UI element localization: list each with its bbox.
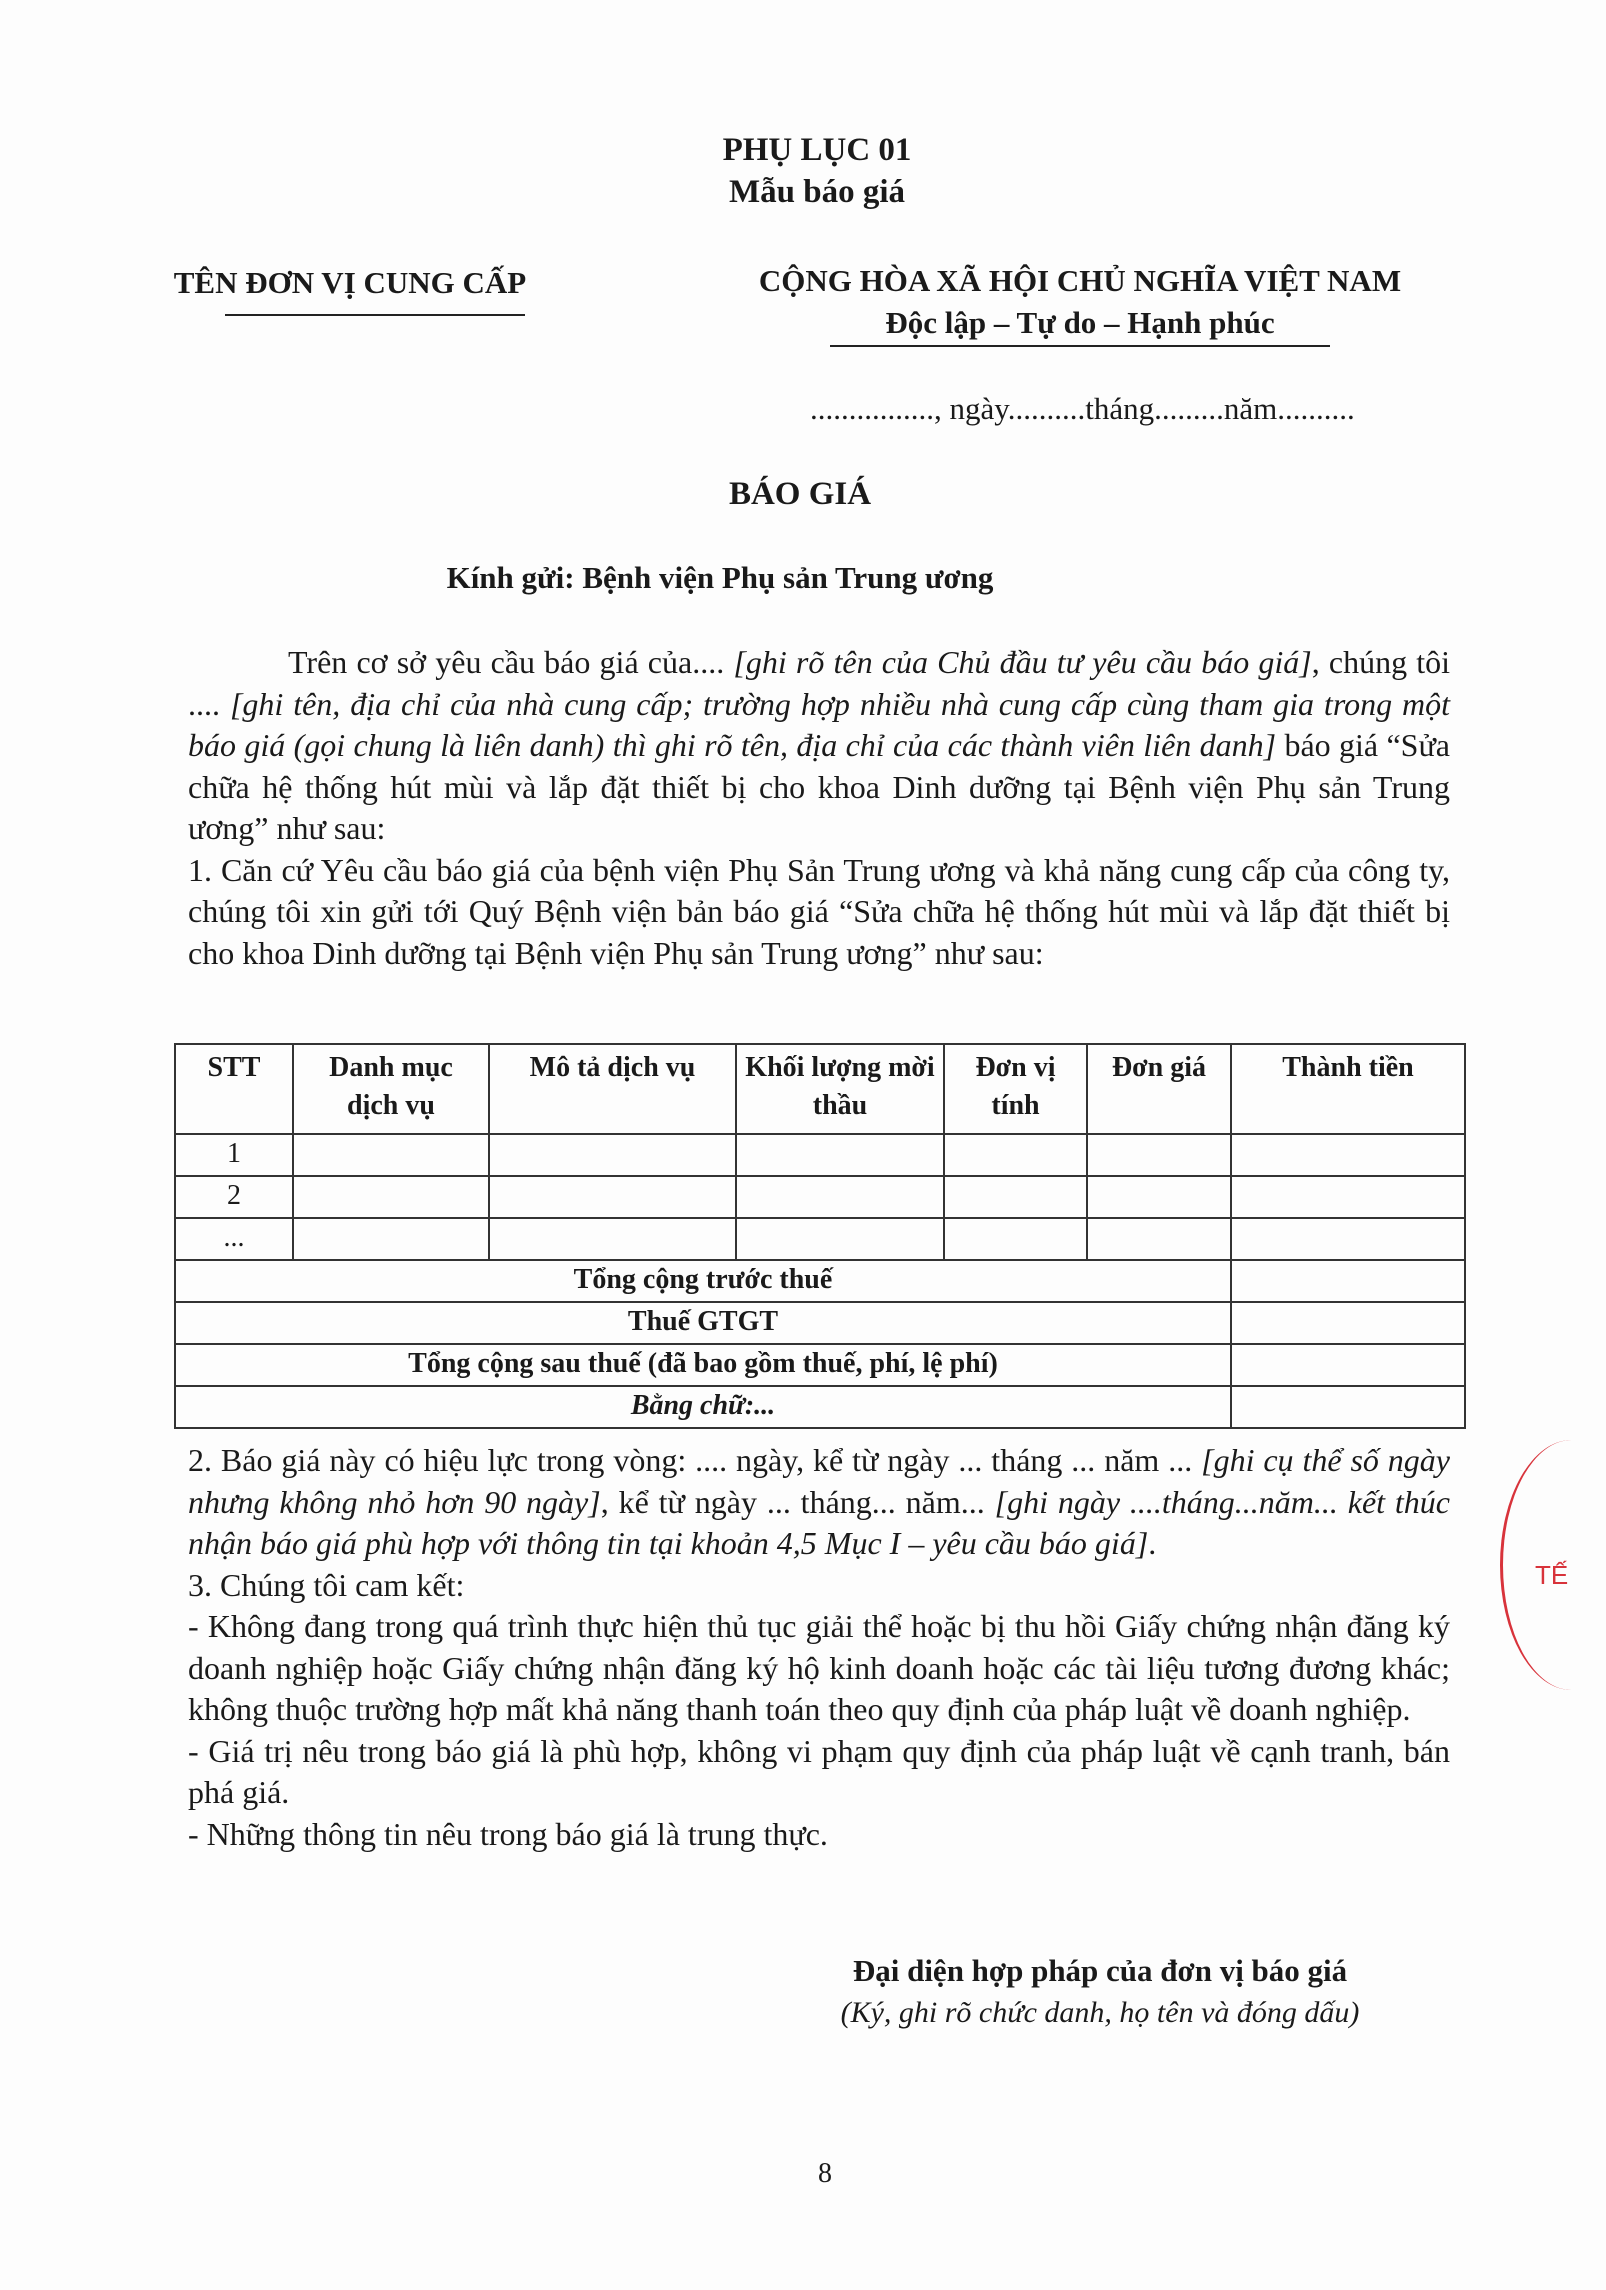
- row-stt: 2: [175, 1176, 293, 1218]
- commit-item: - Những thông tin nêu trong báo giá là trung thực.: [188, 1815, 828, 1852]
- table-row: [175, 1218, 1465, 1260]
- table-cell: [944, 1218, 1087, 1260]
- table-cell: [489, 1218, 736, 1260]
- validity-text-b: , kể từ ngày ... tháng... năm...: [600, 1483, 995, 1520]
- form-name: Mẫu báo giá: [728, 174, 906, 210]
- supplier-underline: [225, 314, 525, 316]
- basis-paragraph: 1. Căn cứ Yêu cầu báo giá của bệnh viện Phụ Sản Trung ương và khả năng cung cấp của công ty, chúng tôi xin gửi tới Quý Bệnh viện bản báo giá “Sửa chữa hệ thống hút mùi và lắp đặt thiết bị cho khoa Dinh dưỡng tại Bệnh viện Phụ sản Trung ương” như sau:: [188, 851, 1450, 971]
- table-cell: [293, 1218, 489, 1260]
- table-cell: [489, 1134, 736, 1176]
- intro-text-a: Trên cơ sở yêu cầu báo giá của....: [288, 644, 734, 680]
- table-cell: [944, 1176, 1087, 1218]
- pre-tax-value: [1231, 1260, 1465, 1302]
- validity-note-b: [ghi ngày ....tháng...năm... kết thúc nhận báo giá phù hợp với thông tin tại khoản 4,5 Mục I – yêu cầu báo giá]: [188, 1483, 1451, 1561]
- vat-value: [1231, 1302, 1465, 1344]
- validity-note-a: [ghi cụ thể số ngày nhưng không nhỏ hơn 90 ngày]: [188, 1442, 1451, 1520]
- row-stt: ...: [175, 1218, 293, 1260]
- table-cell: [736, 1134, 944, 1176]
- date-line: ................, ngày..........tháng.........năm..........: [810, 391, 1355, 426]
- row-stt: 1: [175, 1134, 293, 1176]
- table-cell: [1087, 1218, 1231, 1260]
- commit-title: 3. Chúng tôi cam kết:: [188, 1566, 465, 1603]
- table-cell: [944, 1134, 1087, 1176]
- recipient: Kính gửi: Bệnh viện Phụ sản Trung ương: [446, 560, 994, 595]
- validity-text-c: .: [1148, 1525, 1157, 1561]
- table-row: [175, 1134, 1465, 1176]
- country-name: CỘNG HÒA XÃ HỘI CHỦ NGHĨA VIỆT NAM: [758, 263, 1402, 298]
- intro-section: [188, 642, 1450, 974]
- pre-tax-row: [175, 1260, 1465, 1302]
- intro-note-a: [ghi rõ tên của Chủ đầu tư yêu cầu báo giá]: [733, 644, 1312, 680]
- quote-table: [174, 1043, 1466, 1429]
- post-tax-row: [175, 1344, 1465, 1386]
- intro-text-c: báo giá “Sửa chữa hệ thống hút mùi và lắp đặt thiết bị cho khoa Dinh dưỡng tại Bệnh viện Phụ sản Trung ương” như sau:: [188, 727, 1450, 846]
- vat-row: [175, 1302, 1465, 1344]
- post-tax-label: Tổng cộng sau thuế (đã bao gồm thuế, phí, lệ phí): [175, 1344, 1231, 1386]
- post-tax-value: [1231, 1344, 1465, 1386]
- table-cell: [293, 1176, 489, 1218]
- header-total: Thành tiền: [1231, 1044, 1465, 1134]
- intro-paragraph: [188, 642, 1450, 850]
- motto: Độc lập – Tự do – Hạnh phúc: [885, 305, 1275, 340]
- table-cell: [1087, 1176, 1231, 1218]
- appendix-title: PHỤ LỤC 01: [722, 132, 912, 168]
- signature-note: (Ký, ghi rõ chức danh, họ tên và đóng dấu): [840, 1996, 1360, 2029]
- header-unit: Đơn vị tính: [944, 1044, 1087, 1134]
- table-cell: [489, 1176, 736, 1218]
- terms-section: [188, 1440, 1450, 1855]
- page-number: 8: [818, 2158, 832, 2189]
- table-cell: [736, 1176, 944, 1218]
- vat-label: Thuế GTGT: [175, 1302, 1231, 1344]
- table-cell: [736, 1218, 944, 1260]
- motto-underline: [830, 345, 1330, 347]
- table-cell: [1087, 1134, 1231, 1176]
- signature-title: Đại diện hợp pháp của đơn vị báo giá: [852, 1953, 1348, 1988]
- in-words-value: [1231, 1386, 1465, 1428]
- table-cell: [1231, 1218, 1465, 1260]
- commit-item: - Giá trị nêu trong báo giá là phù hợp, không vi phạm quy định của pháp luật về cạnh tranh, bán phá giá.: [188, 1732, 1450, 1810]
- header-quantity: Khối lượng mời thầu: [736, 1044, 944, 1134]
- header-service: Danh mục dịch vụ: [293, 1044, 489, 1134]
- intro-note-b: [ghi tên, địa chỉ của nhà cung cấp; trường hợp nhiều nhà cung cấp cùng tham gia trong một báo giá (gọi chung là liên danh) thì ghi rõ tên, địa chỉ của các thành viên liên danh]: [188, 685, 1451, 763]
- header-stt: STT: [175, 1044, 293, 1134]
- in-words-label: Bằng chữ:...: [175, 1386, 1231, 1428]
- table-header-row: [175, 1044, 1465, 1134]
- seal-fragment-text: TẾ: [1535, 1560, 1569, 1590]
- doc-title: BÁO GIÁ: [728, 476, 872, 512]
- validity-text-a: 2. Báo giá này có hiệu lực trong vòng: .... ngày, kể từ ngày ... tháng ... năm ...: [188, 1442, 1202, 1478]
- header-price: Đơn giá: [1087, 1044, 1231, 1134]
- table-cell: [1231, 1176, 1465, 1218]
- header-description: Mô tả dịch vụ: [489, 1044, 736, 1134]
- supplier-name: TÊN ĐƠN VỊ CUNG CẤP: [173, 265, 527, 300]
- table-row: [175, 1176, 1465, 1218]
- validity-paragraph: [188, 1440, 1450, 1565]
- commit-item: - Không đang trong quá trình thực hiện thủ tục giải thể hoặc bị thu hồi Giấy chứng nhận đăng ký doanh nghiệp hoặc Giấy chứng nhận đăng ký hộ kinh doanh hoặc các tài liệu tương đương khác; không thuộc trường hợp mất khả năng thanh toán theo quy định của pháp luật về doanh nghiệp.: [188, 1608, 1450, 1727]
- pre-tax-label: Tổng cộng trước thuế: [175, 1260, 1231, 1302]
- in-words-row: [175, 1386, 1465, 1428]
- intro-text-b: , chúng tôi ....: [188, 644, 1451, 722]
- table-cell: [1231, 1134, 1465, 1176]
- table-cell: [293, 1134, 489, 1176]
